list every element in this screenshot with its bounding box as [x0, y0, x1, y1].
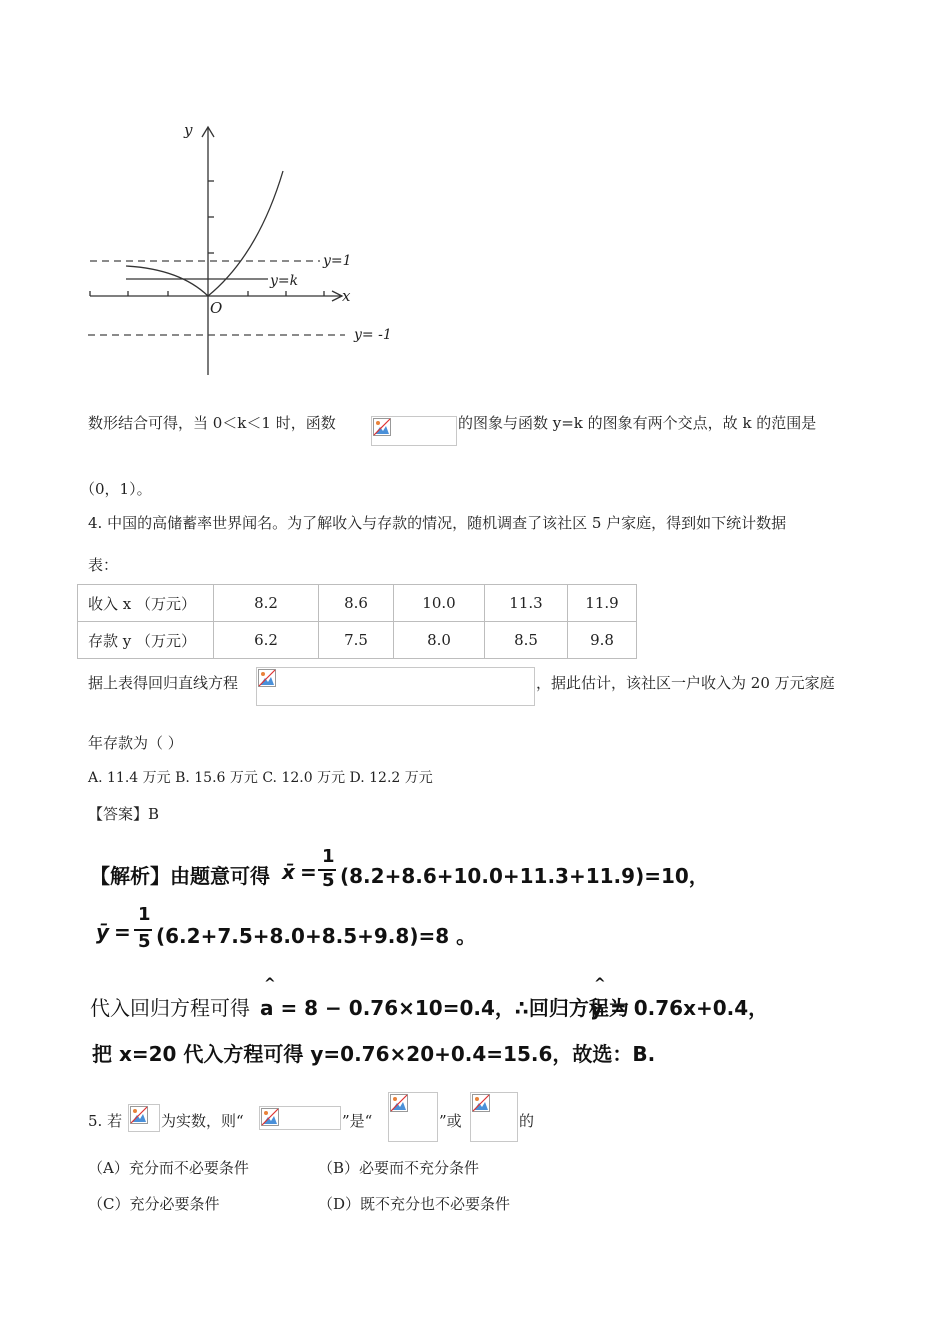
q4-after-table-a: 据上表得回归直线方程: [88, 674, 239, 692]
frac-num: 1: [138, 904, 151, 925]
broken-image-icon: [472, 1094, 490, 1112]
solution-line3-a: 代入回归方程可得: [90, 996, 250, 1020]
q5-suffix: 的: [519, 1112, 535, 1130]
ym1-label: y= -1: [354, 327, 392, 343]
solution-line1-prefix: 【解析】由题意可得: [90, 864, 270, 888]
table-cell: 8.0: [394, 622, 485, 659]
table-cell: 8.5: [485, 622, 568, 659]
q4-stem-line1: 4. 中国的高储蓄率世界闻名。为了解收入与存款的情况，随机调查了该社区 5 户家庭，得到如下统计数据: [88, 514, 787, 532]
para1-text-a: 数形结合可得，当 0＜k＜1 时，函数: [88, 414, 336, 432]
frac-den: 5: [138, 931, 151, 952]
row-header-income: 收入 x （万元）: [78, 585, 214, 622]
q5-mid2: ”是“: [342, 1112, 373, 1130]
table-cell: 9.8: [568, 622, 637, 659]
q5-prefix: 5. 若: [88, 1112, 123, 1130]
y-axis-label: y: [184, 121, 193, 139]
origin-label: O: [210, 299, 223, 317]
function-formula-image: [371, 416, 457, 446]
broken-image-icon: [130, 1106, 148, 1124]
table-cell: 11.3: [485, 585, 568, 622]
table-row: [78, 622, 637, 659]
broken-image-icon: [261, 1108, 279, 1126]
frac-num: 1: [322, 846, 335, 867]
solution-line4: 把 x=20 代入方程可得 y=0.76×20+0.4=15.6，故选：B.: [92, 1042, 656, 1066]
broken-image-icon: [258, 669, 276, 687]
para1-text-b: 的图象与函数 y=k 的图象有两个交点，故 k 的范围是: [458, 414, 817, 432]
q5-option-c: （C）充分必要条件: [88, 1195, 220, 1213]
q5-option-b: （B）必要而不充分条件: [318, 1159, 480, 1177]
q4-options: A. 11.4 万元 B. 15.6 万元 C. 12.0 万元 D. 12.2 万元: [88, 770, 433, 786]
q5-option2-image: [470, 1092, 518, 1142]
table-cell: 11.9: [568, 585, 637, 622]
q5-option-a: （A）充分而不必要条件: [88, 1159, 249, 1177]
y1-label: y=1: [323, 253, 352, 269]
table-cell: 8.6: [319, 585, 394, 622]
table-cell: 6.2: [214, 622, 319, 659]
table-cell: 7.5: [319, 622, 394, 659]
x-axis-label: x: [342, 287, 351, 305]
q4-stem-line2: 表：: [88, 556, 119, 574]
left-curve: [126, 266, 208, 296]
q4-answer: 【答案】B: [88, 805, 160, 823]
table-cell: 10.0: [394, 585, 485, 622]
q5-condition-image: [259, 1106, 341, 1130]
q5-option1-image: [388, 1092, 438, 1142]
q5-var-image: [128, 1104, 160, 1132]
table-row: [78, 585, 637, 622]
broken-image-icon: [390, 1094, 408, 1112]
function-graph: [80, 115, 410, 385]
frac-den: 5: [322, 870, 335, 891]
table-cell: 8.2: [214, 585, 319, 622]
row-header-savings: 存款 y （万元）: [78, 622, 214, 659]
q5-mid3: ”或: [439, 1112, 462, 1130]
q5-option-d: （D）既不充分也不必要条件: [318, 1195, 511, 1213]
regression-formula-image: [256, 667, 535, 706]
q4-after-table-b: ，据此估计，该社区一户收入为 20 万元家庭: [536, 674, 835, 692]
stats-table: [77, 584, 637, 659]
para1-text-c: （0，1）。: [80, 480, 152, 498]
yk-label: y=k: [270, 273, 299, 289]
broken-image-icon: [373, 418, 391, 436]
q5-mid1: 为实数，则“: [161, 1112, 244, 1130]
q4-after-table-c: 年存款为（ ）: [88, 734, 183, 752]
